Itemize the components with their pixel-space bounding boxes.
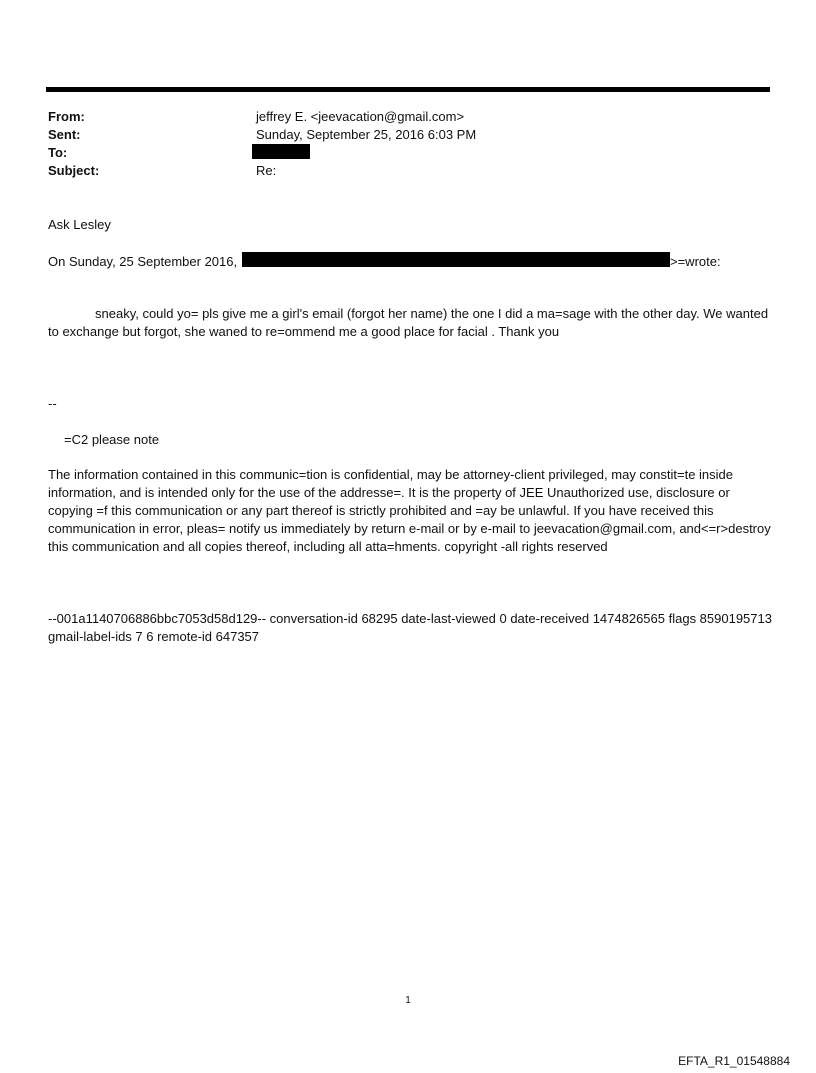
sent-value: Sunday, September 25, 2016 6:03 PM: [256, 127, 477, 142]
disclaimer-text: The information contained in this communic=tion is confidential, may be attorney-client privileged, may constit=te inside information, and is intended only for the use of the addresse=. It is the property of JEE Unauthorized use, disclosure or copying =f this communication or any part thereof is strictly prohibited and =ay be unlawful. If you have received this communication in error, pleas= notify us immediately by return e-mail or by e-mail to jeevacation@gmail.com, and<=r>destroy this communication and all copies thereof, including all atta=hments. copyright -all rights reserved: [48, 467, 771, 554]
subject-label: Subject:: [48, 163, 100, 178]
page-number: 1: [405, 995, 411, 1006]
from-label: From:: [48, 109, 85, 124]
quote-intro-end: >=wrote:: [670, 254, 721, 269]
quoted-message: sneaky, could yo= pls give me a girl's email (forgot her name) the one I did a ma=sage with the other day. We wanted to exchange but forgot, she waned to re=ommend me a good place for facial . Thank you: [48, 306, 769, 339]
note-line: =C2 please note: [64, 432, 160, 447]
reply-text: Ask Lesley: [48, 217, 111, 232]
subject-value: Re:: [256, 163, 277, 178]
quote-intro: On Sunday, 25 September 2016,: [48, 254, 238, 269]
to-redaction-bar: [252, 144, 310, 159]
sent-label: Sent:: [48, 127, 81, 142]
to-label: To:: [48, 145, 68, 160]
message-metadata: --001a1140706886bbc7053d58d129-- conversation-id 68295 date-last-viewed 0 date-received 1474826565 flags 8590195713 gmail-label-ids 7 6 remote-id 647357: [48, 611, 772, 644]
header-rule: [46, 87, 770, 92]
sender-redaction-bar: [242, 252, 670, 267]
from-value: jeffrey E. <jeevacation@gmail.com>: [256, 109, 465, 124]
signature-separator: --: [48, 396, 57, 411]
document-id: EFTA_R1_01548884: [678, 1054, 790, 1068]
